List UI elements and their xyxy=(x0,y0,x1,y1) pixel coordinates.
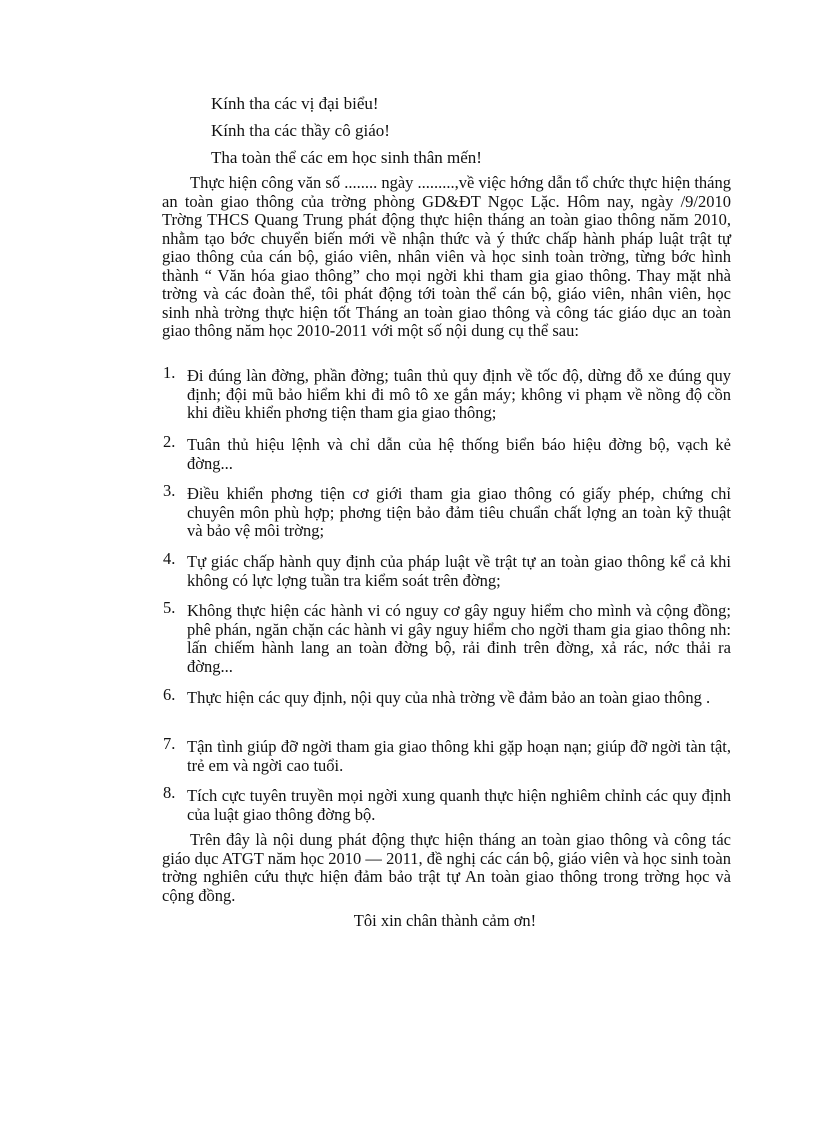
intro-paragraph xyxy=(162,174,731,341)
list-item xyxy=(163,363,731,423)
list-item xyxy=(163,783,731,824)
item-number: 1. xyxy=(163,363,176,382)
conclusion-paragraph xyxy=(162,831,731,905)
list-item xyxy=(163,685,731,708)
greeting-delegates: Kính tha các vị đại biểu! xyxy=(211,94,379,113)
item-text: Không thực hiện các hành vi có nguy cơ gây nguy hiểm cho mình và cộng đồng; phê phán, ngăn chặn các hành vi gây nguy hiểm cho ngời tham gia giao thông nh: lấn chiếm hành lang an toàn đờng bộ, rải đinh trên đờng, xả rác, nớc thải ra đờng... xyxy=(187,601,731,676)
conclusion-text: Trên đây là nội dung phát động thực hiện tháng an toàn giao thông và công tác giáo dục ATGT năm học 2010 — 2011, đề nghị các cán bộ, giáo viên và học sinh toàn trờng nghiên cứu thực hiện đảm bảo trật tự An toàn giao thông trong trờng học và cộng đồng. xyxy=(162,830,731,905)
item-text: Tận tình giúp đỡ ngời tham gia giao thông khi gặp hoạn nạn; giúp đỡ ngời tàn tật, trẻ em và ngời cao tuổi. xyxy=(187,737,731,775)
item-number: 5. xyxy=(163,598,176,617)
item-text: Thực hiện các quy định, nội quy của nhà trờng về đảm bảo an toàn giao thông . xyxy=(187,688,711,707)
greeting-students: Tha toàn thể các em học sinh thân mến! xyxy=(211,148,482,167)
item-number: 4. xyxy=(163,549,176,568)
item-number: 7. xyxy=(163,734,176,753)
list-item xyxy=(163,549,731,590)
closing-thanks: Tôi xin chân thành cảm ơn! xyxy=(353,911,537,930)
greeting-teachers: Kính tha các thầy cô giáo! xyxy=(211,121,390,140)
item-text: Điều khiển phơng tiện cơ giới tham gia giao thông có giấy phép, chứng chỉ chuyên môn phù hợp; phơng tiện bảo đảm tiêu chuẩn chất lợng an toàn kỹ thuật và bảo vệ môi trờng; xyxy=(187,484,731,540)
item-number: 8. xyxy=(163,783,176,802)
item-number: 3. xyxy=(163,481,176,500)
item-text: Tuân thủ hiệu lệnh và chỉ dẫn của hệ thống biển báo hiệu đờng bộ, vạch kẻ đờng... xyxy=(187,435,731,473)
intro-text: Thực hiện công văn số ........ ngày .........,về việc hớng dẫn tổ chức thực hiện tháng an toàn giao thông của trờng phòng GD&ĐT Ngọc Lặc. Hôm nay, ngày /9/2010 Trờng THCS Quang Trung phát động thực hiện tháng an toàn giao thông năm 2010, nhằm tạo bớc chuyển biến mới về nhận thức và ý thức chấp hành pháp luật trật tự giao thông của cán bộ, giáo viên, nhân viên và học sinh toàn trờng, từng bớc hình thành “ Văn hóa giao thông” cho mọi ngời khi tham gia giao thông. Thay mặt nhà trờng và các đoàn thể, tôi phát động tới toàn thể cán bộ, giáo viên, nhân viên, học sinh nhà trờng thực hiện tốt Tháng an toàn giao thông và công tác giáo dục an toàn giao thông năm học 2010-2011 với một số nội dung cụ thể sau: xyxy=(162,173,731,340)
item-text: Đi đúng làn đờng, phần đờng; tuân thủ quy định về tốc độ, dừng đỗ xe đúng quy định; đội mũ bảo hiểm khi đi mô tô xe gắn máy; không vi phạm về nồng độ cồn khi điều khiển phơng tiện tham gia giao thông; xyxy=(187,366,731,422)
list-item xyxy=(163,598,731,676)
item-number: 2. xyxy=(163,432,176,451)
item-text: Tự giác chấp hành quy định của pháp luật về trật tự an toàn giao thông kể cả khi không có lực lợng tuần tra kiểm soát trên đờng; xyxy=(187,552,731,590)
list-item xyxy=(163,734,731,775)
item-number: 6. xyxy=(163,685,176,704)
item-text: Tích cực tuyên truyền mọi ngời xung quanh thực hiện nghiêm chỉnh các quy định của luật giao thông đờng bộ. xyxy=(187,786,731,824)
list-item xyxy=(163,481,731,541)
list-item xyxy=(163,432,731,473)
